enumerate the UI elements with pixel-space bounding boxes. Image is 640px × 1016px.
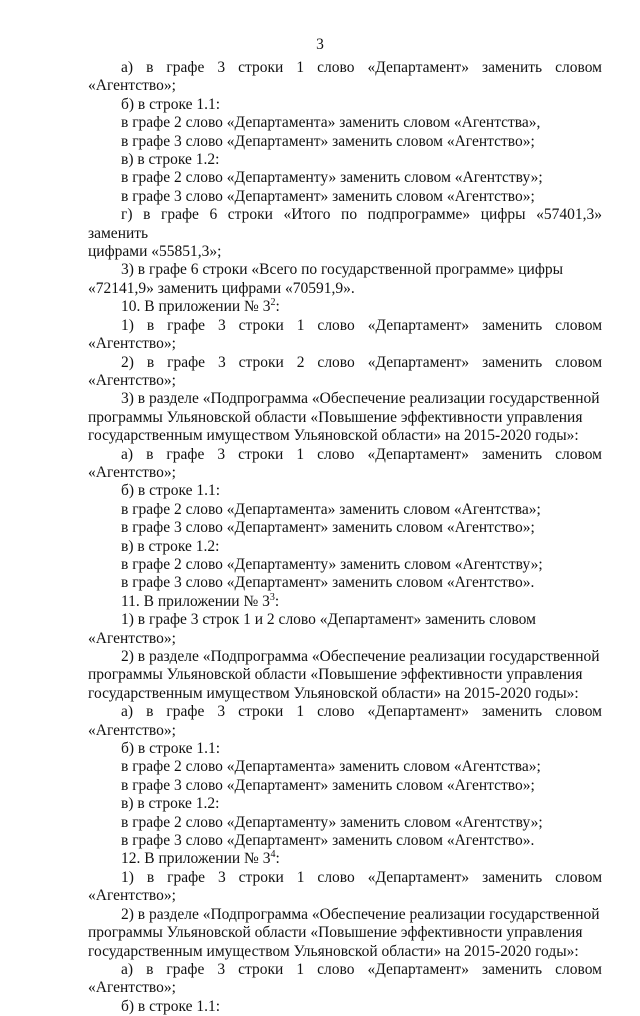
- document-line: [88, 519, 602, 537]
- document-line: [88, 998, 602, 1016]
- line-text: 2) в графе 3 строки 2 слово «Департамент» заменить словом «Агентство»;: [88, 353, 602, 389]
- line-text: 1) в графе 3 строк 1 и 2 слово «Департамент» заменить словом: [121, 611, 536, 629]
- document-line: [88, 850, 602, 868]
- line-text: б) в строке 1.1:: [121, 95, 221, 113]
- line-text: программы Ульяновской области «Повышение эффективности управления: [88, 408, 583, 426]
- document-line: [88, 538, 602, 556]
- line-suffix: :: [274, 592, 280, 610]
- line-text: в графе 3 слово «Департамент» заменить словом «Агентство»;: [121, 776, 535, 794]
- document-line: [88, 758, 602, 776]
- document-line: [88, 795, 602, 813]
- line-text: б) в строке 1.1:: [121, 997, 221, 1015]
- document-line: [88, 427, 602, 445]
- document-line: [88, 280, 602, 298]
- document-line: [88, 390, 602, 408]
- superscript-number: 4: [270, 849, 276, 861]
- document-line: [88, 298, 602, 316]
- line-text: в) в строке 1.2:: [121, 795, 220, 813]
- line-text: в графе 3 слово «Департамент» заменить словом «Агентство»;: [121, 519, 535, 537]
- document-line: [88, 261, 602, 279]
- line-text: «Агентство»;: [88, 629, 176, 647]
- line-text: в графе 3 слово «Департамент» заменить словом «Агентство»;: [121, 187, 535, 205]
- line-text: в графе 2 слово «Департаменту» заменить словом «Агентству»;: [121, 555, 543, 573]
- document-line: [88, 574, 602, 592]
- document-line: [88, 814, 602, 832]
- document-line: [88, 777, 602, 795]
- document-line: [88, 501, 602, 519]
- document-body: [88, 59, 602, 1016]
- line-text: в графе 2 слово «Департамента» заменить словом «Агентства»;: [121, 758, 541, 776]
- document-line: [88, 354, 602, 391]
- line-text: а) в графе 3 строки 1 слово «Департамент» заменить словом «Агентство»;: [88, 960, 602, 997]
- line-text: в графе 3 слово «Департамент» заменить словом «Агентство»;: [121, 132, 535, 150]
- document-line: [88, 169, 602, 187]
- document-line: [88, 188, 602, 206]
- line-text: 2) в разделе «Подпрограмма «Обеспечение реализации государственной: [121, 905, 600, 923]
- line-text: 3) в разделе «Подпрограмма «Обеспечение реализации государственной: [121, 390, 600, 408]
- document-line: [88, 446, 602, 483]
- line-text: в) в строке 1.2:: [121, 537, 220, 555]
- line-text: в графе 2 слово «Департаменту» заменить словом «Агентству»;: [121, 169, 543, 187]
- document-line: [88, 243, 602, 261]
- line-text: в) в строке 1.2:: [121, 151, 220, 169]
- line-text: 11. В приложении № 3: [121, 592, 270, 610]
- line-text: 10. В приложении № 3: [121, 298, 271, 316]
- superscript-number: 3: [269, 591, 275, 603]
- line-text: а) в графе 3 строки 1 слово «Департамент» заменить словом «Агентство»;: [88, 59, 602, 95]
- document-line: [88, 666, 602, 684]
- line-text: б) в строке 1.1:: [121, 740, 221, 758]
- line-text: государственным имуществом Ульяновской области» на 2015-2020 годы»:: [88, 427, 579, 445]
- document-line: [88, 556, 602, 574]
- line-text: государственным имуществом Ульяновской области» на 2015-2020 годы»:: [88, 684, 579, 702]
- document-line: [88, 832, 602, 850]
- line-text: в графе 3 слово «Департамент» заменить словом «Агентство».: [121, 574, 535, 592]
- document-line: [88, 943, 602, 961]
- line-text: в графе 2 слово «Департаменту» заменить словом «Агентству»;: [121, 813, 543, 831]
- document-line: [88, 685, 602, 703]
- document-line: [88, 59, 602, 96]
- document-line: [88, 740, 602, 758]
- document-line: [88, 482, 602, 500]
- line-suffix: :: [275, 850, 280, 868]
- page-number: 3: [316, 36, 324, 53]
- line-text: 12. В приложении № 3: [121, 850, 271, 868]
- line-text: цифрами «55851,3»;: [88, 243, 222, 261]
- line-text: в графе 2 слово «Департамента» заменить словом «Агентства»,: [121, 114, 541, 132]
- line-text: программы Ульяновской области «Повышение эффективности управления: [88, 924, 583, 942]
- line-text: 1) в графе 3 строки 1 слово «Департамент» заменить словом «Агентство»;: [88, 868, 602, 905]
- document-line: [88, 133, 602, 151]
- document-line: [88, 151, 602, 169]
- line-text: б) в строке 1.1:: [121, 482, 221, 500]
- document-line: [88, 703, 602, 740]
- line-text: программы Ульяновской области «Повышение эффективности управления: [88, 666, 583, 684]
- superscript-number: 2: [270, 297, 276, 309]
- document-line: [88, 317, 602, 354]
- document-line: [88, 593, 602, 611]
- document-line: [88, 114, 602, 132]
- line-text: 1) в графе 3 строки 1 слово «Департамент» заменить словом «Агентство»;: [88, 316, 602, 353]
- line-text: 2) в разделе «Подпрограмма «Обеспечение реализации государственной: [121, 648, 600, 665]
- line-text: в графе 3 слово «Департамент» заменить словом «Агентство».: [121, 832, 535, 850]
- document-line: [88, 630, 602, 648]
- document-line: [88, 96, 602, 114]
- document-line: [88, 906, 602, 924]
- document-line: [88, 409, 602, 427]
- line-text: г) в графе 6 строки «Итого по подпрограмме» цифры «57401,3» заменить: [88, 206, 602, 242]
- line-text: а) в графе 3 строки 1 слово «Департамент» заменить словом «Агентство»;: [88, 703, 602, 739]
- line-text: государственным имуществом Ульяновской области» на 2015-2020 годы»:: [88, 942, 579, 960]
- line-suffix: :: [275, 298, 280, 316]
- document-line: [88, 206, 602, 243]
- document-line: [88, 961, 602, 998]
- document-line: [88, 869, 602, 906]
- line-text: а) в графе 3 строки 1 слово «Департамент» заменить словом «Агентство»;: [88, 445, 602, 481]
- document-line: [88, 611, 602, 629]
- line-text: 3) в графе 6 строки «Всего по государственной программе» цифры: [121, 261, 564, 279]
- document-line: [88, 924, 602, 942]
- line-text: «72141,9» заменить цифрами «70591,9».: [88, 279, 355, 297]
- document-line: [88, 648, 602, 666]
- line-text: в графе 2 слово «Департамента» заменить словом «Агентства»;: [121, 500, 541, 518]
